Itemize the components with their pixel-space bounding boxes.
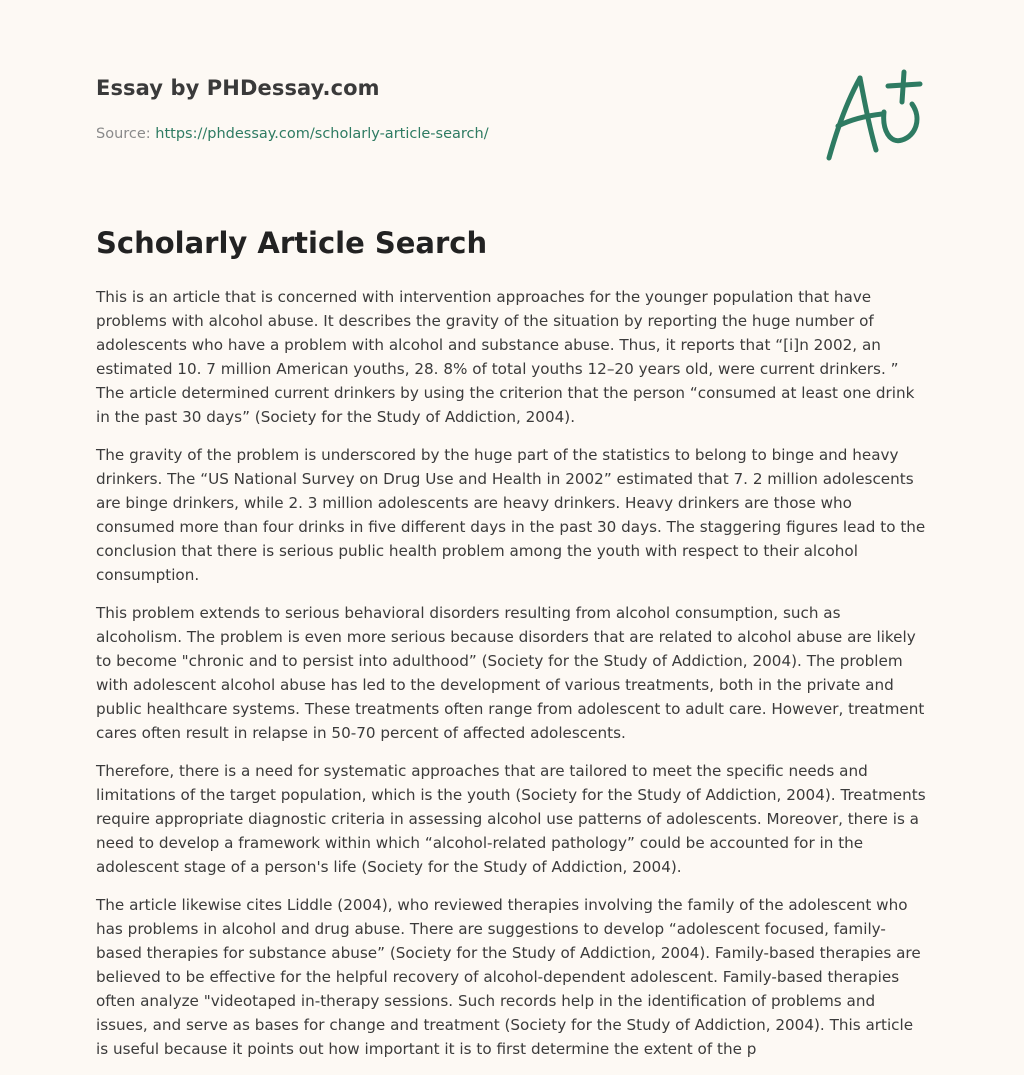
source-label: Source:	[96, 126, 156, 142]
article-paragraph: This is an article that is concerned with intervention approaches for the younger population that have problems with alcohol abuse. It describes the gravity of the situation by reporting the huge number of adolescents who have a problem with alcohol and substance abuse. Thus, it reports that “[i]n 2002, an estimated 10. 7 million American youths, 28. 8% of total youths 12–20 years old, were current drinkers. ” The article determined current drinkers by using the criterion that the person “consumed at least one drink in the past 30 days” (Society for the Study of Addiction, 2004).	[96, 288, 915, 426]
article-paragraph: The article likewise cites Liddle (2004), who reviewed therapies involving the family of the adolescent who has problems in alcohol and drug abuse. There are suggestions to develop “adolescent focused, family-based therapies for substance abuse” (Society for the Study of Addiction, 2004). Family-based therapies are believed to be effective for the helpful recovery of alcohol-dependent adolescent. Family-based therapies often analyze "videotaped in-therapy sessions. Such records help in the identification of problems and issues, and serve as bases for change and treatment (Society for the Study of Addiction, 2004). This article is useful because it points out how important it is to first determine the extent of the p	[96, 896, 921, 1058]
article-body	[96, 285, 930, 1075]
article-paragraph: The gravity of the problem is underscored by the huge part of the statistics to belong to binge and heavy drinkers. The “US National Survey on Drug Use and Health in 2002” estimated that 7. 2 million adolescents are binge drinkers, while 2. 3 million adolescents are heavy drinkers. Heavy drinkers are those who consumed more than four drinks in five different days in the past 30 days. The staggering figures lead to the conclusion that there is serious public health problem among the youth with respect to their alcohol consumption.	[96, 446, 926, 584]
article-paragraph: This problem extends to serious behavioral disorders resulting from alcohol consumption, such as alcoholism. The problem is even more serious because disorders that are related to alcohol abuse are likely to become "chronic and to persist into adulthood” (Society for the Study of Addiction, 2004). The problem with adolescent alcohol abuse has led to the development of various treatments, both in the private and public healthcare systems. These treatments often range from adolescent to adult care. However, treatment cares often result in relapse in 50-70 percent of affected adolescents.	[96, 604, 925, 742]
article-title: Scholarly Article Search	[96, 226, 488, 260]
source-line	[96, 126, 928, 142]
source-link[interactable]: https://phdessay.com/scholarly-article-search/	[155, 126, 489, 142]
article-paragraph: Therefore, there is a need for systematic approaches that are tailored to meet the specific needs and limitations of the target population, which is the youth (Society for the Study of Addiction, 2004). Treatments require appropriate diagnostic criteria in assessing alcohol use patterns of adolescents. Moreover, there is a need to develop a framework within which “alcohol-related pathology” could be accounted for in the adolescent stage of a person's life (Society for the Study of Addiction, 2004).	[96, 762, 926, 876]
page-header	[96, 76, 928, 142]
a-plus-logo-icon	[824, 68, 928, 164]
site-title: Essay by PHDessay.com	[96, 76, 380, 100]
